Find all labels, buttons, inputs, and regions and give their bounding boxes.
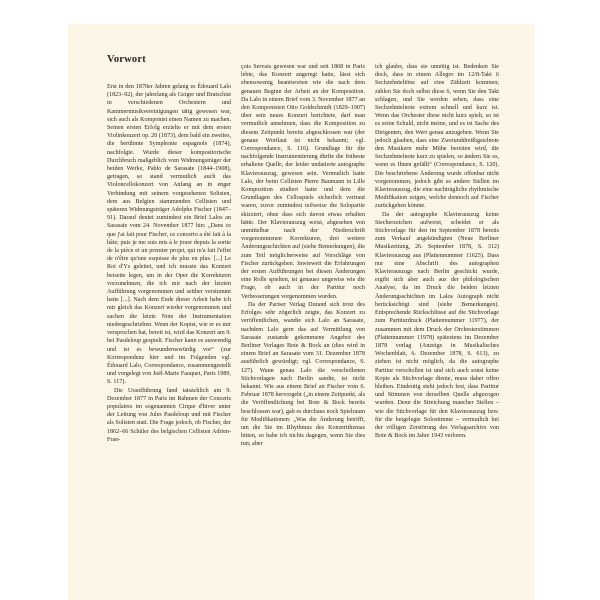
paragraph: Die Uraufführung fand tatsächlich am 9. Dezember 1877 in Paris im Rahmen der Concerts populaires im sogenannten Cirque d'hiver unter der Leitung von Jules Pasdeloup und mit Fischer als Solisten statt. Die Frage jedoch, ob Fischer, der 1862–66 Schüler des belgischen Cellisten Adrien-Fran- xyxy=(107,387,231,443)
paragraph: çois Servais gewesen war und seit 1868 in Paris lebte, das Konzert angeregt hatte, lässt sich ebensowenig beantworten wie die nach dem genauen Beginn der Arbeit an der Komposition. Da Lalo in einem Brief vom 3. November 1877 an den Komponisten Otto Goldschmidt (1829–1907) über sein neues Konzert berichtete, darf man vermutlich annehmen, dass die Komposition zu diesem Zeitpunkt bereits abgeschlossen war (der genaue Wortlaut ist nicht bekannt; vgl. Correspondance, S. 116). Grundlage für die nachfolgende Instrumentierung dürfte die früheste erhaltene Quelle, der leider undatierte autographe Klavierauszug, gewesen sein. Vermutlich hatte Lalo, der beim Cellisten Pierre Baumann in Lille Komposition studiert hatte und dem die Grundlagen des Cellospiels sicherlich vertraut waren, zuvor zumindest teilweise die Solopartie skizziert, ohne dass sich davon etwas erhalten hätte. Der Klavierauszug weist, abgesehen von unmittelbar nach der Niederschrift vorgenommenen Korrekturen, drei weitere Änderungsschichten auf (siehe Bemerkungen), die zum Teil möglicherweise auf Vorschläge von Fischer zurückgehen. Inwieweit die Erfahrungen der ersten Aufführungen bei diesen Änderungen eine Rolle spielten, ist genauso ungewiss wie die Frage, ob auch in der Partitur noch Verbesserungen vorgenommen wurden. xyxy=(241,64,365,300)
paragraph: Erst in den 1870er Jahren gelang es Édouard Lalo (1823–92), der jahrelang als Geiger und Bratschist in verschiedenen Orchestern und Kammermusikvereinigungen tätig gewesen war, sich auch als Komponist einen Namen zu machen. Seinen ersten Erfolg erzielte er mit dem ersten Violinkonzert op. 20 (1873), dem bald ein zweites, die berühmte Symphonie espagnole (1874), nachfolgte. Wurde dieser kompositorische Durchbruch maßgeblich vom Widmungsträger der beiden Werke, Pablo de Sarasate (1844–1908), getragen, so stand vermutlich auch das Violoncellokonzert von Anfang an in enger Verbindung mit seinem vorgesehenen Solisten, dem aus Belgien stammenden Cellisten und späteren Widmungsträger Adolphe Fischer (1847–91). Darauf deutet zumindest ein Brief Lalos an Sarasate vom 24. November 1877 hin: „Dans ce que j'ai fait pour Fischer, ce concerto a été fait à la hâte; puis je me suis mis à le jouer depuis la sortie de la pièce et un premier projet, qui m'a fait l'effet de n'être qu'une esquisse de plus en plus. [...] Le Roi d'Ys geleitet, und ich musste das Konzert beiseite legen, um in der Oper die Korrekturen vorzunehmen, die ich mir nach der letzten Aufführung vorgenommen und seither verstummt hatte [...]. Nach dem Ende dieser Arbeit habe ich mir gleich das Konzert wieder vorgenommen und suchen die letzte Note der Instrumentation niedergeschrieben. Wenn der Kopist, wie er es mir versprochen hat, bereit ist, wird das Konzert am 9. bei Pasdeloup gespielt. Fischer kann es auswendig und ist es bewundernswürdig vor“ (zur Korrespondenz hier und im Folgenden vgl. Édouard Lalo, Correspondance, zusammengestellt und vorgelegt von Joël-Marie Fauquet, Paris 1989, S. 117). xyxy=(107,84,231,386)
paragraph: Da der Pariser Verlag Durand sich trotz des Erfolges sehr zögerlich zeigte, das Konzert zu veröffentlichen, wandte sich Lalo an Sarasate, nachdem Lalo gern das auf Vermittlung von Sarasate zustande gekommene Angebot des Berliner Verlages Bote & Bock an (dies wird in einem Brief an Sarasate vom 31. Dezember 1878 ausführlich gewürdigt; vgl. Correspondance, S. 127). Wann genau Lalo die verschollenen Stichvorlagen nach Berlin sandte, ist nicht bekannt. Wie aus einem Brief an Fischer vom 6. Februar 1878 hervorgeht („in einem Zeitpunkt, als die Veröffentlichung bei Bote & Bock bereits beschlossen war), gab es durchaus noch Spielraum für Modifikationen: „Was die Änderung betrifft, um die Sie im Rhythmus des Konzertthemas bitten, so habe ich nichts dagegen, wenn Sie dies tun; aber xyxy=(241,301,365,448)
text-column-3 xyxy=(375,63,499,449)
text-columns xyxy=(107,64,505,449)
text-column-1 xyxy=(107,83,231,449)
document-page xyxy=(68,24,535,600)
text-column-2 xyxy=(241,63,365,449)
page-title: Vorwort xyxy=(107,54,146,65)
paragraph: ich glaube, dass sie unnötig ist. Bedenken Sie doch, dass in einem Allegro im 12/8-Takt 6 Sechzehnteltöne auf eine Zählzeit kommen; zählen Sie doch selbst diese 6, wenn Sie den Takt schlagen, und Sie werden sehen, dass eine Sechzehntelnote extrem schnell und kurz ist. Wenn das Orchester diese nicht kurz spielt, so ist es seine Schuld, nicht meine, und es ist Sache des Dirigenten, den Wert genau anzugeben. Wenn Sie jedoch glauben, dass eine Zweiunddreißigstelnote den Musikern mehr Mühe bereiten wird, die Sechzehntelnote kurz zu spielen, so ändern Sie es, wenn es Ihnen gefällt“ (Correspondance, S. 120). Die beschriebene Änderung wurde offenbar nicht vorgenommen, jedoch gibt es andere Stellen im Klavierauszug, die eine nachträgliche rhythmische Modifikation zeigen, welche dennoch auf Fischer zurückgehen könnte. xyxy=(375,64,499,210)
paragraph: Da der autographe Klavierauszug keine Stecherzeichen aufweist, scheidet er als Stichvorlage für den im September 1878 bereits zum Verkauf angekündigten (Neue Berliner Musikzeitung, 26. September 1878, S. 312) Klavierauszug aus (Plattennummer 11623). Dass nur eine Abschrift des autographen Klavierauszugs nach Berlin geschickt wurde, ergibt sich aber auch aus der philologischen Analyse, da im Druck die beiden letzten Änderungsschichten im Lalos Autograph nicht berücksichtigt sind (siehe Bemerkungen). Entsprechende Rückschlüsse auf die Stichvorlage zum Partiturdruck (Plattennummer 11977), der zusammen mit dem Druck der Orchesterstimmen (Plattennummer 11978) spätestens im Dezember 1878 vorlag (Anzeige in Musikalisches Wochenblatt, 6. Dezember 1878, S. 613), zu ziehen ist nicht möglich, da die autographe Partitur verschollen ist und sich auch sonst keine Kopie als Stichvorlage diente, muss daher offen bleiben. Eindeutig steht jedoch fest, dass Partitur und Stimmen von derselben Quelle abgezogen wurden. Denn die Streichung mancher Stellen – wie die Stichvorlage für den Klavierauszug bzw. für die beigelegte Solostimme – vermutlich bei der völligen Zerstörung des Verlagsarchivs von Bote & Bock im Jahre 1943 verloren. xyxy=(375,211,499,440)
